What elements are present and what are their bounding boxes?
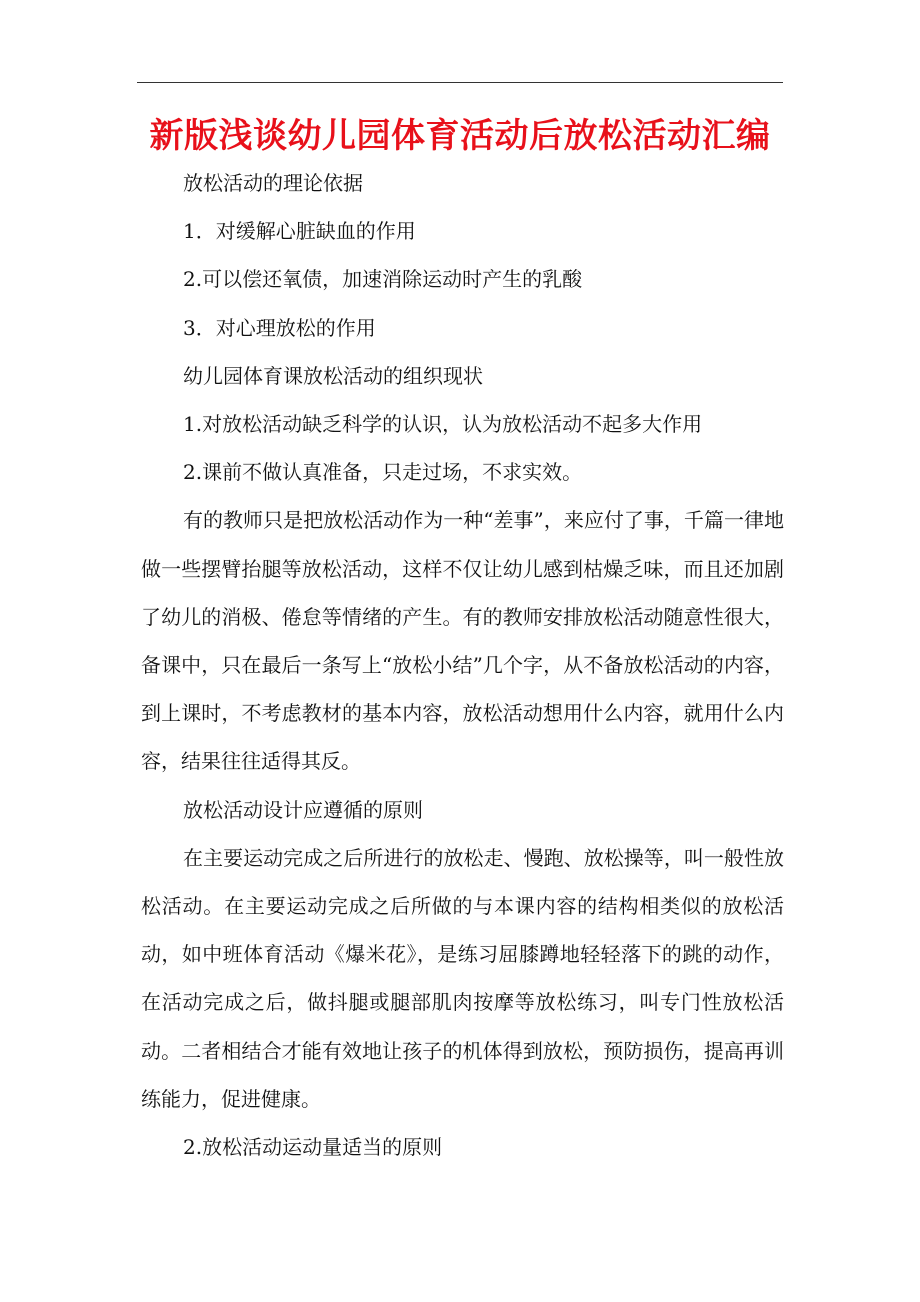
list-item: 1．对缓解心脏缺血的作用 — [183, 219, 416, 244]
document-body — [141, 159, 784, 1171]
body-paragraph: 在主要运动完成之后所进行的放松走、慢跑、放松操等，叫一般性放松活动。在主要运动完成之后所做的与本课内容的结构相类似的放松活动，如中班体育活动《爆米花》，是练习屈膝蹲地轻轻落下的跳的动作，在活动完成之后，做抖腿或腿部肌肉按摩等放松练习，叫专门性放松活动。二者相结合才能有效地让孩子的机体得到放松，预防损伤，提高再训练能力，促进健康。 — [141, 845, 784, 1111]
document-title: 新版浅谈幼儿园体育活动后放松活动汇编 — [149, 116, 771, 156]
list-item: 2.课前不做认真准备，只走过场，不求实效。 — [183, 460, 583, 485]
list-item: 2.放松活动运动量适当的原则 — [183, 1135, 443, 1160]
section-heading-status: 幼儿园体育课放松活动的组织现状 — [183, 363, 483, 388]
section-heading-theory: 放松活动的理论依据 — [183, 171, 363, 195]
body-paragraph: 有的教师只是把放松活动作为一种“差事”，来应付了事，千篇一律地做一些摆臂抬腿等放松活动，这样不仅让幼儿感到枯燥乏味，而且还加剧了幼儿的消极、倦怠等情绪的产生。有的教师安排放松活动随意性很大，备课中，只在最后一条写上“放松小结”几个字，从不备放松活动的内容，到上课时，不考虑教材的基本内容，放松活动想用什么内容，就用什么内容，结果往往适得其反。 — [141, 508, 784, 774]
section-heading-principles: 放松活动设计应遵循的原则 — [183, 797, 423, 822]
list-item: 3．对心理放松的作用 — [183, 315, 376, 340]
list-item: 1.对放松活动缺乏科学的认识，认为放松活动不起多大作用 — [183, 412, 703, 437]
list-item: 2.可以偿还氧债，加速消除运动时产生的乳酸 — [183, 267, 583, 292]
header-rule — [137, 82, 783, 83]
